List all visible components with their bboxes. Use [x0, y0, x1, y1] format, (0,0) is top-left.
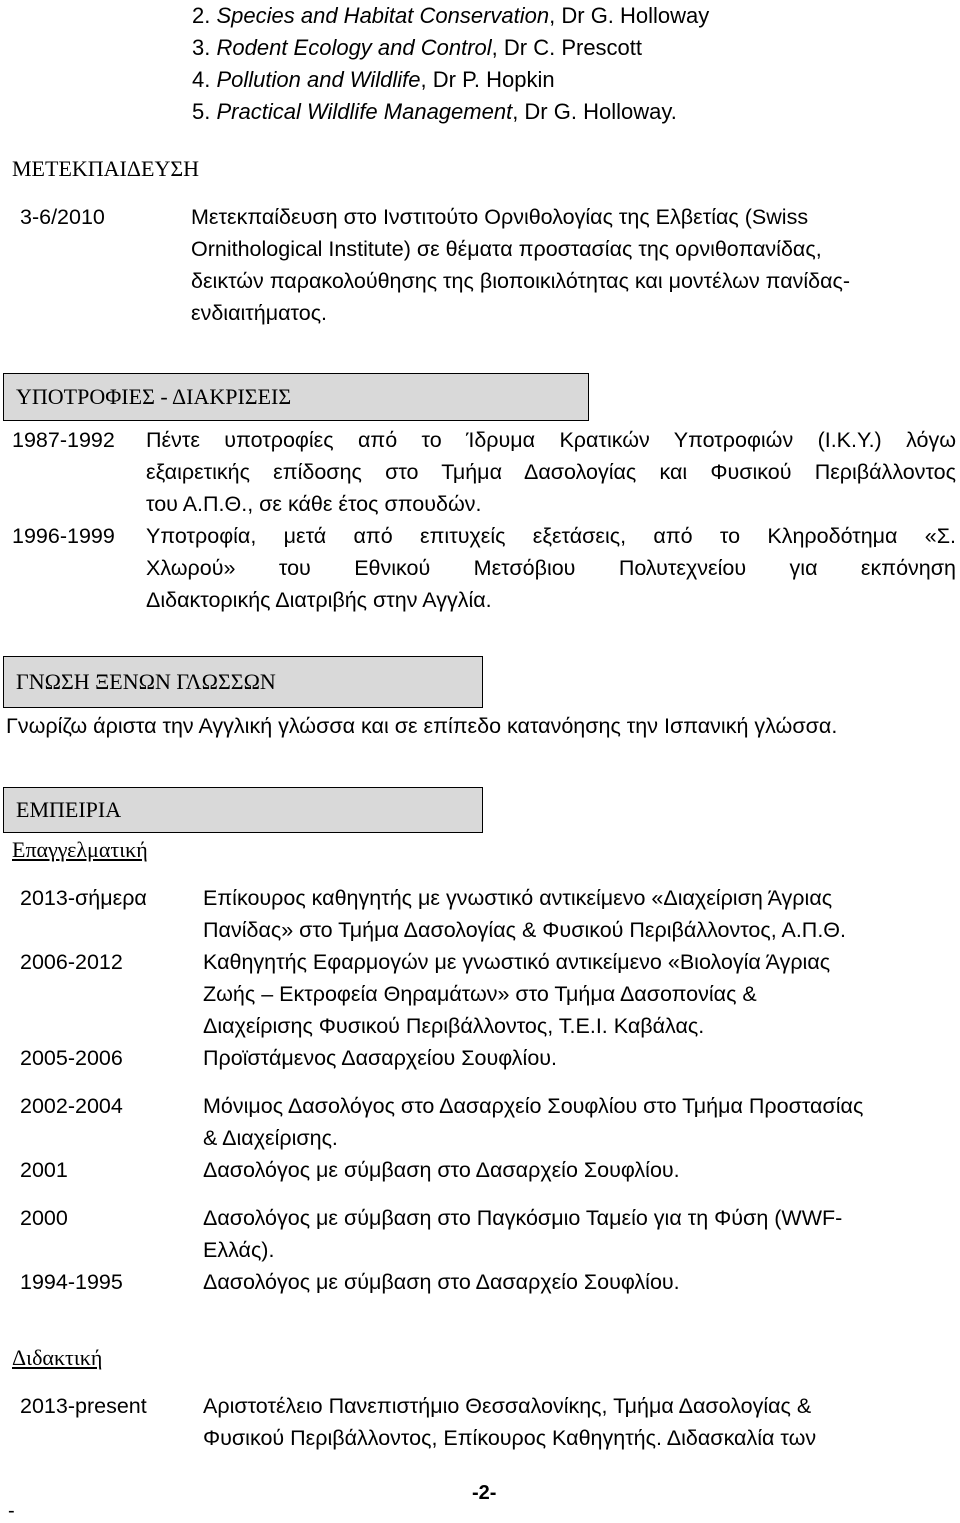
course-list — [192, 0, 709, 128]
scholarship-text: Πέντε υποτροφίες από το Ίδρυμα Κρατικών Υποτροφιών (Ι.Κ.Υ.) λόγω εξαιρετικής επίδοσης στο Τμήμα Δασολογίας και Φυσικού Περιβάλλοντος του Α.Π.Θ., σε κάθε έτος σπουδών. — [146, 428, 956, 516]
experience-date: 1994-1995 — [20, 1270, 123, 1294]
professional-heading: Επαγγελματική — [12, 837, 148, 862]
languages-heading: ΓΝΩΣΗ ΞΕΝΩΝ ΓΛΩΣΣΩΝ — [3, 656, 483, 708]
languages-text: Γνωρίζω άριστα την Αγγλική γλώσσα και σε επίπεδο κατανόησης την Ισπανική γλώσσα. — [6, 714, 838, 738]
postgrad-heading: ΜΕΤΕΚΠΑΙΔΕΥΣΗ — [12, 156, 200, 181]
experience-date: 2001 — [20, 1158, 68, 1182]
page-number: -2- — [472, 1482, 497, 1504]
postgrad-text: Μετεκπαίδευση στο Ινστιτούτο Ορνιθολογίας της Ελβετίας (Swiss Ornithological Institute) σε θέματα προστασίας της ορνιθοπανίδας, δεικτών παρακολούθησης της βιοποικιλότητας και μοντέλων πανίδας- ενδιαιτήματος. — [191, 205, 851, 325]
experience-text: Καθηγητής Εφαρμογών με γνωστικό αντικείμενο «Βιολογία Άγριας Ζωής – Εκτροφεία Θηραμάτων» στο Τμήμα Δασοπονίας & Διαχείρισης Φυσικού Περιβάλλοντος, Τ.Ε.Ι. Καβάλας. — [203, 950, 831, 1038]
experience-date: 2000 — [20, 1206, 68, 1230]
course-item: 3. Rodent Ecology and Control, Dr C. Prescott — [192, 35, 643, 60]
experience-text: Επίκουρος καθηγητής με γνωστικό αντικείμενο «Διαχείριση Άγριας Πανίδας» στο Τμήμα Δασολογίας & Φυσικού Περιβάλλοντος, Α.Π.Θ. — [203, 886, 846, 942]
experience-text: Δασολόγος με σύμβαση στο Δασαρχείο Σουφλίου. — [203, 1270, 680, 1294]
experience-text: Προϊστάμενος Δασαρχείου Σουφλίου. — [203, 1046, 558, 1070]
course-item: 4. Pollution and Wildlife, Dr P. Hopkin — [192, 67, 555, 92]
experience-text: Δασολόγος με σύμβαση στο Παγκόσμιο Ταμείο για τη Φύση (WWF- Ελλάς). — [203, 1206, 843, 1262]
teaching-date: 2013-present — [20, 1394, 147, 1418]
footer-dash: - — [8, 1500, 15, 1522]
experience-date: 2002-2004 — [20, 1094, 123, 1118]
course-item: 5. Practical Wildlife Management, Dr G. Holloway. — [192, 99, 677, 124]
experience-text: Δασολόγος με σύμβαση στο Δασαρχείο Σουφλίου. — [203, 1158, 680, 1182]
experience-date: 2013-σήμερα — [20, 886, 147, 910]
experience-text: Μόνιμος Δασολόγος στο Δασαρχείο Σουφλίου στο Τμήμα Προστασίας & Διαχείρισης. — [203, 1094, 864, 1150]
scholarship-text: Υποτροφία, μετά από επιτυχείς εξετάσεις, από το Κληροδότημα «Σ. Χλωρού» του Εθνικού Μετσόβιου Πολυτεχνείου για εκπόνηση Διδακτορικής Διατριβής στην Αγγλία. — [146, 524, 956, 612]
scholarships-heading: ΥΠΟΤΡΟΦΙΕΣ - ΔΙΑΚΡΙΣΕΙΣ — [3, 373, 589, 421]
scholarship-date: 1996-1999 — [12, 524, 115, 548]
experience-date: 2006-2012 — [20, 950, 123, 974]
teaching-heading: Διδακτική — [12, 1345, 103, 1370]
experience-date: 2005-2006 — [20, 1046, 123, 1070]
teaching-text: Αριστοτέλειο Πανεπιστήμιο Θεσσαλονίκης, Τμήμα Δασολογίας & Φυσικού Περιβάλλοντος, Επίκουρος Καθηγητής. Διδασκαλία των — [203, 1394, 817, 1450]
experience-heading: ΕΜΠΕΙΡΙΑ — [3, 787, 483, 833]
course-item: 2. Species and Habitat Conservation, Dr G. Holloway — [192, 3, 710, 28]
scholarship-date: 1987-1992 — [12, 428, 115, 452]
postgrad-date: 3-6/2010 — [20, 205, 105, 229]
